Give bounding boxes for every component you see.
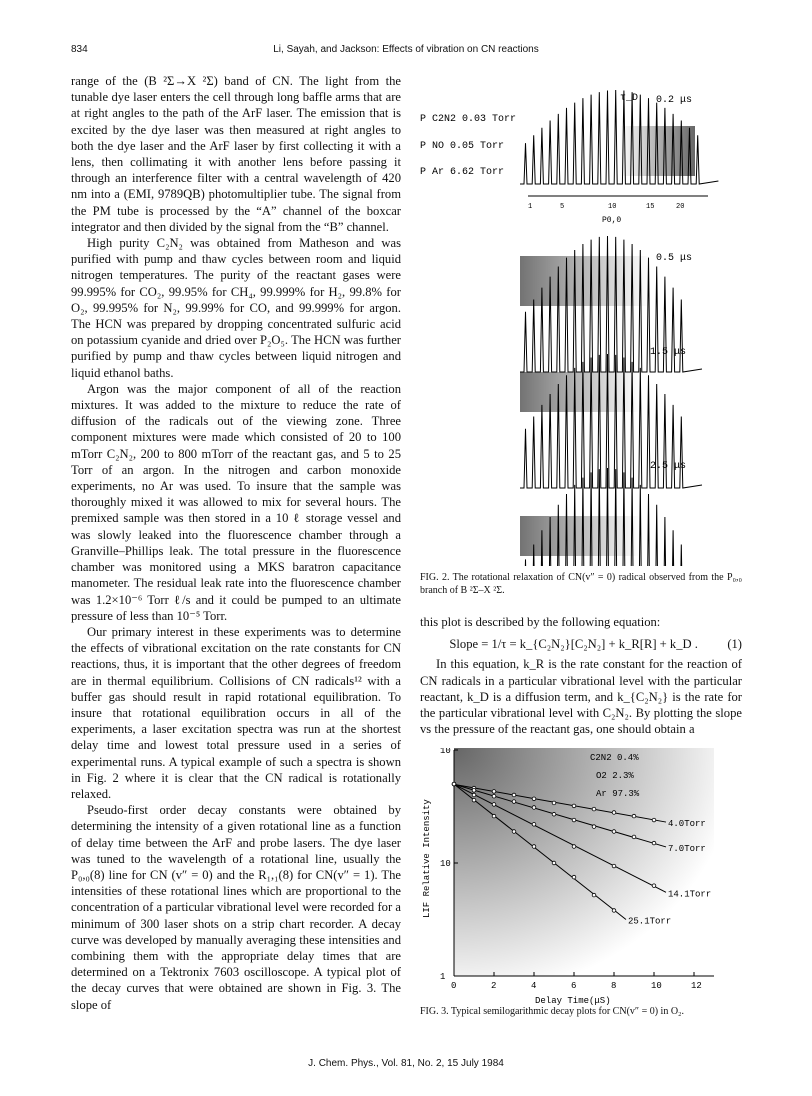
figure-2-caption: FIG. 2. The rotational relaxation of CN(v″ = 0) radical observed from the P₀,₀ branch of B ²Σ–X ²Σ.: [420, 572, 742, 596]
data-point: [572, 875, 576, 879]
shaded-region: [520, 516, 640, 556]
panel-label: 2.5 μs: [650, 461, 687, 472]
axis-tick-label: 15: [646, 203, 655, 211]
x-tick-label: 2: [491, 981, 497, 991]
legend-entry: C2N2 0.4%: [590, 753, 639, 763]
data-point: [612, 811, 616, 815]
paragraph: this plot is described by the following equation:: [420, 615, 661, 629]
data-point: [532, 823, 536, 827]
equation-1: [420, 636, 742, 652]
data-point: [552, 861, 556, 865]
left-column: [71, 73, 401, 1013]
data-point: [512, 800, 516, 804]
figure-3: [420, 748, 730, 1006]
page-number: 834: [71, 44, 88, 55]
data-point: [472, 788, 476, 792]
data-point: [512, 793, 516, 797]
data-point: [572, 804, 576, 808]
pressure-label: P C2N2 0.03 Torr: [420, 114, 517, 125]
decay-chart: [420, 748, 730, 1006]
data-point: [492, 790, 496, 794]
x-tick-label: 12: [691, 981, 702, 991]
page-footer: J. Chem. Phys., Vol. 81, No. 2, 15 July 1984: [308, 1058, 504, 1069]
equation-text: Slope = 1/τ = k_{C₂N₂}[C₂N₂] + k_R[R] + k_D .: [449, 637, 698, 652]
paragraph: In this equation, k_R is the rate constant for the reaction of CN radicals in a particular vibrational level with the particular reactant, k_D is a diffusion term, and k_{C₂N₂} is the rate for the particular vibrational level with C₂N₂. By plotting the slope vs the pressure of the reactant gas, one should obtain a: [420, 657, 742, 737]
data-point: [552, 812, 556, 816]
data-point: [592, 893, 596, 897]
series-label: 7.0Torr: [668, 843, 706, 854]
data-point: [592, 825, 596, 829]
data-point: [532, 797, 536, 801]
branch-label: P0,0: [602, 216, 622, 225]
x-tick-label: 6: [571, 981, 577, 991]
data-point: [572, 845, 576, 849]
data-point: [472, 793, 476, 797]
spectra-traces: [520, 90, 718, 566]
data-point: [612, 864, 616, 868]
series-label: 14.1Torr: [668, 889, 712, 900]
data-point: [532, 845, 536, 849]
data-point: [532, 806, 536, 810]
data-point: [492, 803, 496, 807]
equation-number: (1): [727, 637, 742, 652]
series-label: 4.0Torr: [668, 819, 706, 830]
y-tick-label: 10: [440, 748, 451, 756]
chart-background: [454, 748, 714, 976]
data-point: [552, 801, 556, 805]
x-tick-label: 4: [531, 981, 537, 991]
paragraph: Our primary interest in these experiments was to determine the effects of vibrational excitation on the rate constants for CN reactions, thus, it is important that the other degrees of freedom are in thermal equilibrium. Collisions of CN radicals¹² with a buffer gas should result in rapid rotational equilibration. To insure that rotational equilibration occurs in all of the experiments, a laser excitation spectra was run at the shortest delay time and lowest total pressure used in a series of experimental runs. A typical example of such a spectra is shown in Fig. 2 where it is clear that the CN radical is rotationally relaxed.: [71, 624, 401, 801]
delay-symbol: τ_D: [620, 93, 639, 104]
data-point: [512, 830, 516, 834]
y-axis-label: LIF Relative Intensity: [422, 799, 432, 918]
data-point: [472, 798, 476, 802]
data-point: [652, 841, 656, 845]
legend-entry: O2 2.3%: [596, 771, 634, 781]
data-point: [632, 814, 636, 818]
axis-tick-label: 5: [560, 203, 565, 211]
x-tick-label: 0: [451, 981, 457, 991]
data-point: [452, 782, 456, 786]
paragraph: range of the (B ²Σ→X ²Σ) band of CN. The light from the tunable dye laser enters the cell through long baffle arms that are at right angles to the path of the ArF laser. The emission that is excited by the dye laser was then measured at right angles to both the dye laser and the ArF laser by first collecting it with a lens, then collimating it with another lens before passing it through an interference filter with a central wavelength of 420 nm into a (EMI, 9789QB) photomultiplier tube. The signal from the PM tube is processed by the “A” channel of the boxcar integrator and then divided by the signal from the “B” channel.: [71, 74, 401, 234]
figure-2-spectra: [420, 76, 730, 566]
data-point: [492, 814, 496, 818]
shaded-region: [520, 256, 650, 306]
legend-entry: Ar 97.3%: [596, 789, 640, 799]
pressure-label: P Ar 6.62 Torr: [420, 167, 505, 178]
data-point: [612, 830, 616, 834]
shaded-region: [520, 372, 640, 412]
right-column: [420, 614, 742, 737]
panel-label: 0.5 μs: [656, 253, 693, 264]
axis-tick-label: 1: [528, 203, 533, 211]
figure-2: [420, 76, 730, 566]
data-point: [492, 794, 496, 798]
y-tick-label: 10: [440, 859, 451, 869]
x-tick-label: 8: [611, 981, 617, 991]
axis-tick-label: 20: [676, 203, 685, 211]
data-point: [592, 807, 596, 811]
data-point: [612, 909, 616, 913]
x-axis-label: Delay Time(μS): [535, 996, 611, 1006]
y-tick-label: 1: [440, 972, 446, 982]
series-label: 25.1Torr: [628, 916, 672, 927]
data-point: [572, 818, 576, 822]
data-point: [652, 818, 656, 822]
page-header: [0, 44, 812, 60]
x-tick-label: 10: [651, 981, 662, 991]
axis-tick-label: 10: [608, 203, 617, 211]
panel-label: 0.2 μs: [656, 95, 693, 106]
pressure-label: P NO 0.05 Torr: [420, 141, 505, 152]
data-point: [632, 835, 636, 839]
paragraph: Pseudo-first order decay constants were obtained by determining the intensity of a given rotational line as a function of delay time between the ArF and probe lasers. The dye laser was tuned to the wavelength of a rotational line, usually the P₀,₀(8) line for CN (v″ = 0) and the R₁,₁(8) for CN(v″ = 1). The intensities of these rotational lines which are proportional to the concentration of a particular vibrational level were recorded for a minimum of 300 laser shots on a strip chart recorder. A decay curve was developed by manually averaging these intensities and combining them with the appropriate delay times that are determined on a Tektronix 7603 oscilloscope. A typical plot of the decay curves that were obtained are shown in Fig. 3. The slope of: [71, 803, 401, 1012]
paragraph: High purity C₂N₂ was obtained from Matheson and was purified with pump and thaw cycles between room and liquid nitrogen temperatures. The purity of the reactant gases were 99.995% for CO₂, 99.95% for CH₄, 99.999% for H₂, 99.8% for O₂, 99.995% for N₂, 99.99% for CO, and 99.999% for argon. The HCN was prepared by dropping concentrated sulfuric acid on potassium cyanide and dried over P₂O₅. The HCN was further purified by pump and thaw cycles between liquid nitrogen and liquid ethanol baths.: [71, 236, 401, 380]
panel-label: 1.5 μs: [650, 347, 687, 358]
running-title: Li, Sayah, and Jackson: Effects of vibration on CN reactions: [273, 44, 539, 55]
data-point: [652, 884, 656, 888]
paragraph: Argon was the major component of all of the reaction mixtures. It was added to the mixture to reduce the rate of diffusion of the radicals out of the viewing zone. Three component mixtures were made which consisted of 20 to 100 mTorr C₂N₂, 200 to 800 mTorr of the reactant gas, and 5 to 25 Torr of an argon. In the nitrogen and carbon monoxide experiments, no Ar was used. To insure that the sample was thoroughly mixed it was allowed to mix for several hours. The premixed sample was then stored in a 10 ℓ storage vessel and was slowly leaked into the fluorescence chamber through a Granville–Phillips leak. The total pressure in the fluorescence chamber was monitored using a MKS baratron capacitance manometer. The residual leak rate into the fluorescence chamber was 1.2×10⁻⁶ Torr ℓ/s and it could be pumped to an ultimate pressure of less than 10⁻⁵ Torr.: [71, 381, 401, 623]
figure-3-caption: FIG. 3. Typical semilogarithmic decay plots for CN(v″ = 0) in O₂.: [420, 1006, 685, 1017]
